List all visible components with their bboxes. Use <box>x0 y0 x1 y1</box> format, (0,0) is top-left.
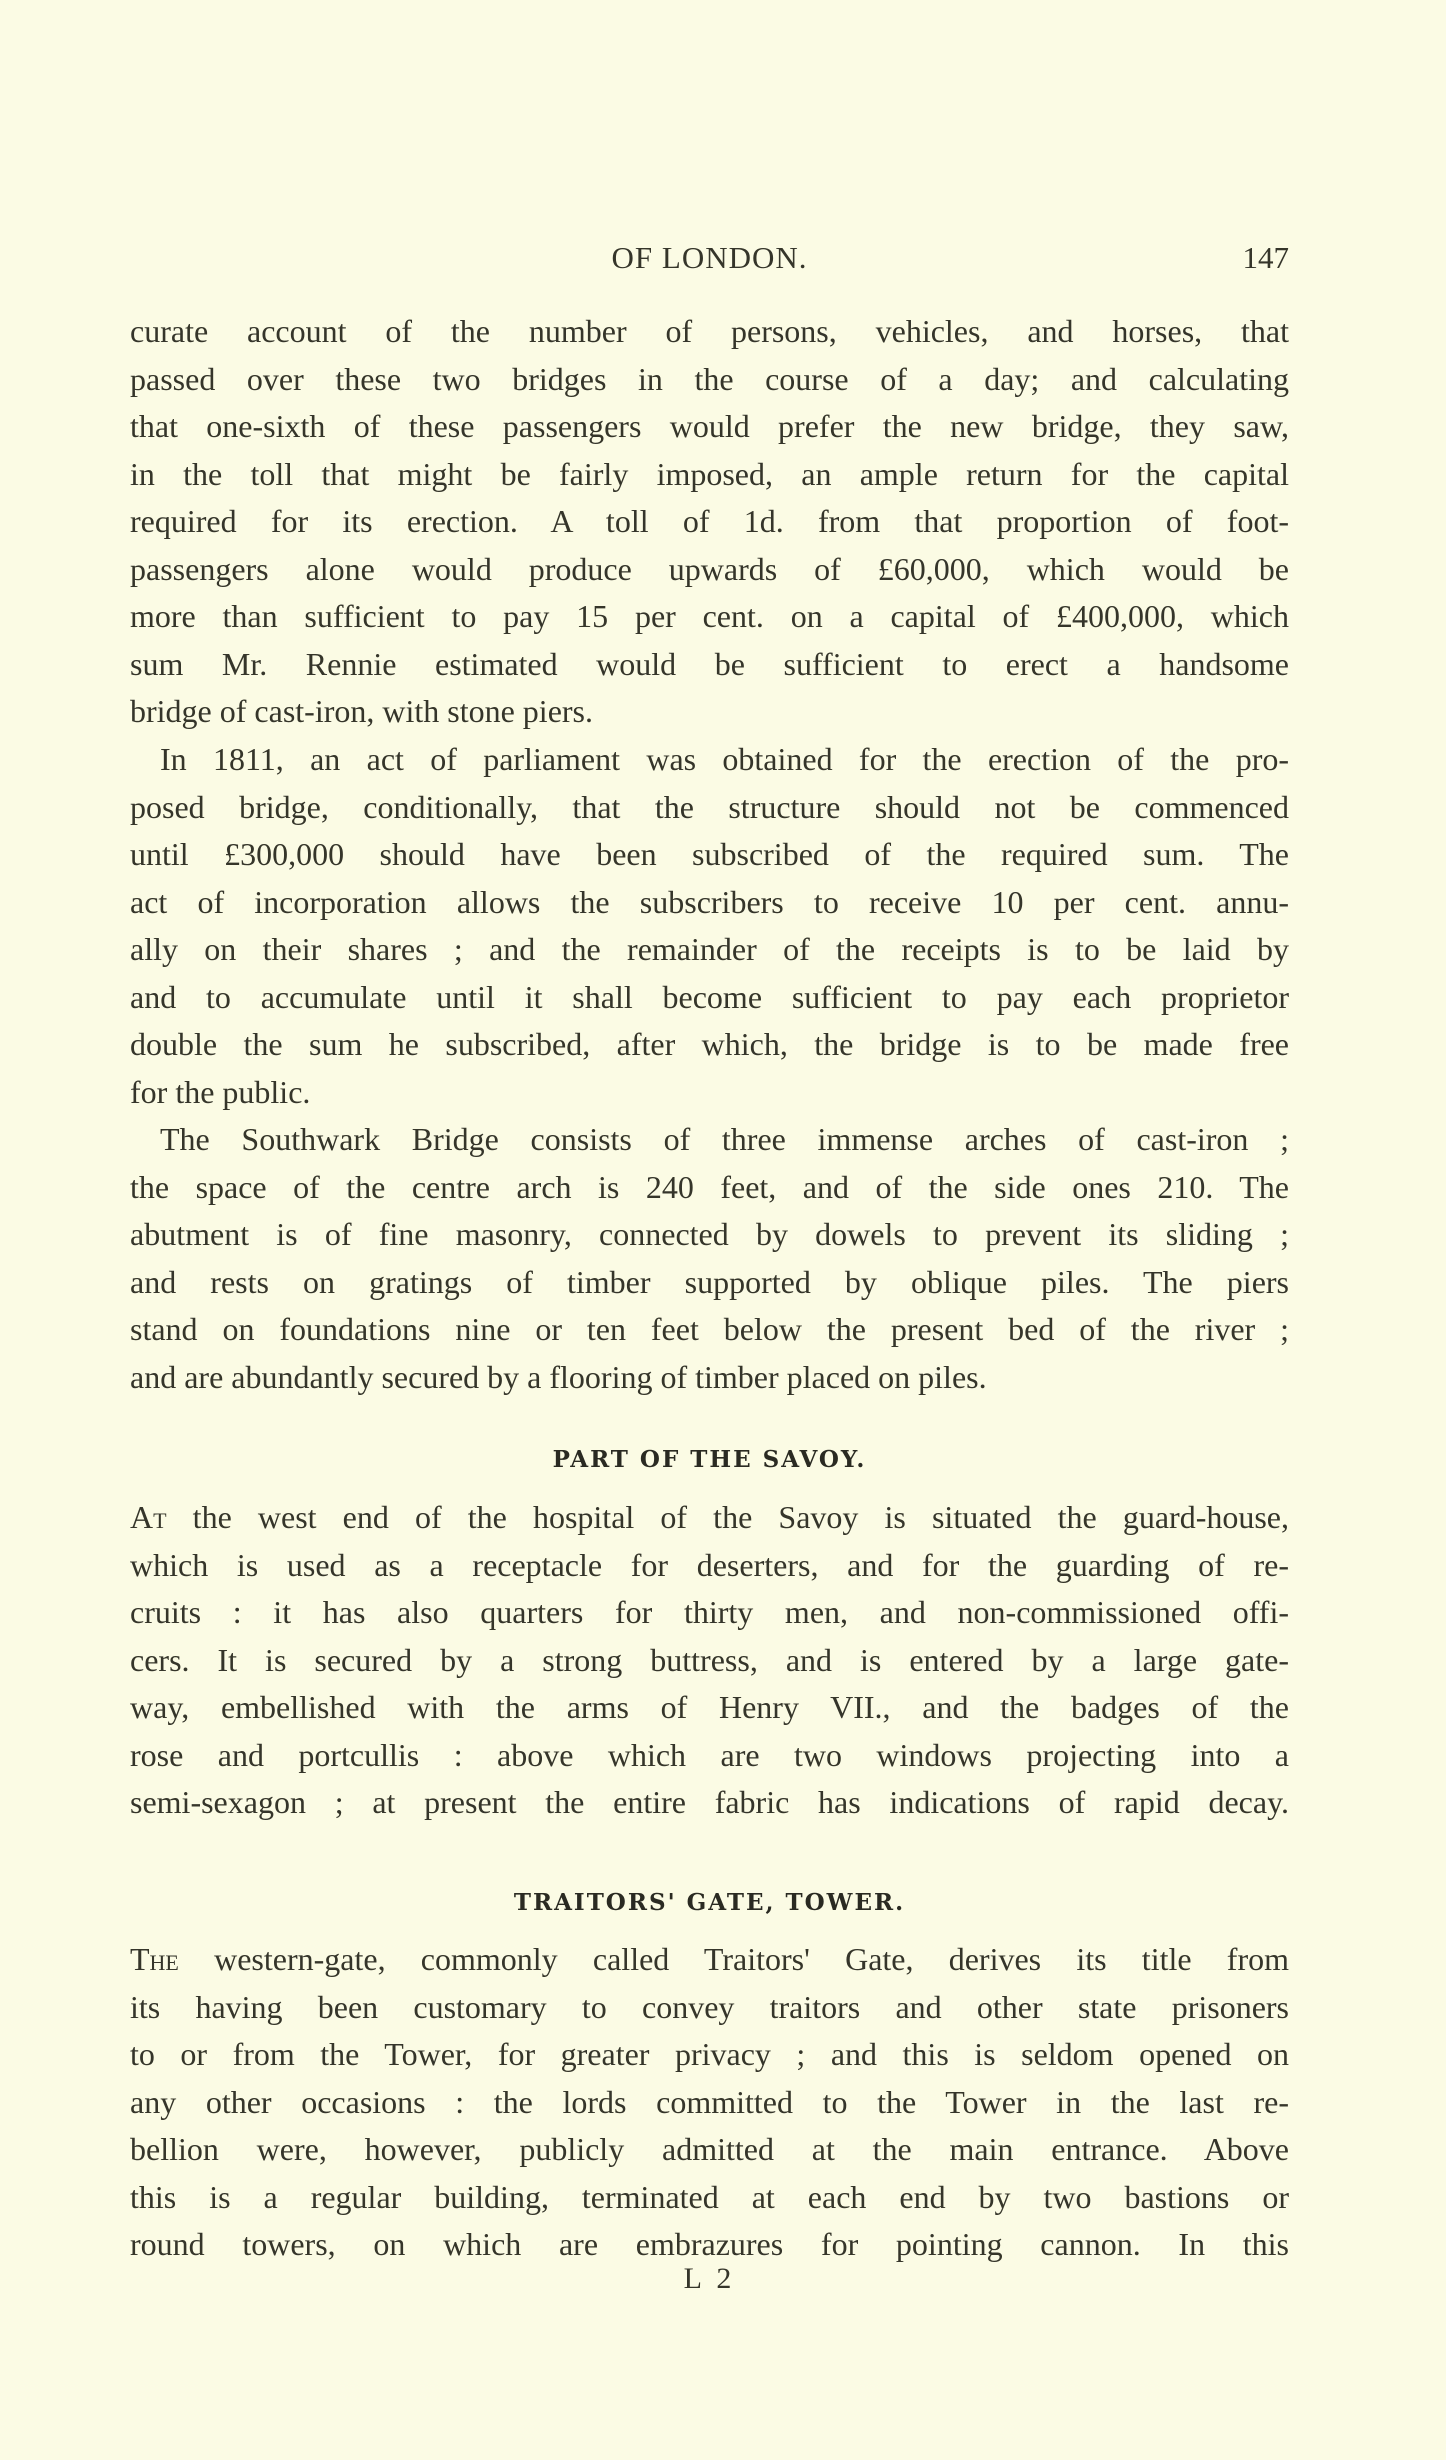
section-heading-savoy: PART OF THE SAVOY. <box>552 1446 867 1473</box>
text-line <box>130 1936 1289 1984</box>
text-line: and to accumulate until it shall become sufficient to pay each proprietor <box>130 978 1289 1015</box>
drop-word: The <box>130 1941 179 1977</box>
text-line: which is used as a receptacle for deserters, and for the guarding of re- <box>130 1546 1289 1583</box>
text-line: for the public. <box>130 1073 311 1110</box>
text-line: curate account of the number of persons, vehicles, and horses, that <box>130 313 1289 349</box>
text-line: cers. It is secured by a strong buttress, and is entered by a large gate- <box>130 1641 1289 1678</box>
text-line: its having been customary to convey traitors and other state prisoners <box>130 1988 1289 2025</box>
text-line: ally on their shares ; and the remainder of the receipts is to be laid by <box>130 931 1289 967</box>
text-line: stand on foundations nine or ten feet below the present bed of the river ; <box>130 1311 1289 1347</box>
text-line: posed bridge, conditionally, that the structure should not be commenced <box>130 788 1289 825</box>
text-line: rose and portcullis : above which are two windows projecting into a <box>130 1736 1289 1773</box>
text-line: to or from the Tower, for greater privacy ; and this is seldom opened on <box>130 2036 1289 2072</box>
line-rest: the west end of the hospital of the Savoy is situated the guard-house, <box>166 1499 1289 1535</box>
text-line: passed over these two bridges in the course of a day; and calculating <box>130 360 1289 397</box>
text-line: cruits : it has also quarters for thirty men, and non-commissioned offi- <box>130 1594 1289 1630</box>
text-line: more than sufficient to pay 15 per cent. on a capital of £400,000, which <box>130 598 1289 634</box>
signature-mark: L 2 <box>683 2262 736 2295</box>
paragraph-4 <box>130 1494 1289 1827</box>
text-line: until £300,000 should have been subscribed of the required sum. The <box>130 836 1289 872</box>
text-line: round towers, on which are embrazures for pointing cannon. In this <box>130 2226 1289 2262</box>
text-line: semi-sexagon ; at present the entire fabric has indications of rapid decay. <box>130 1784 1289 1820</box>
text-line: passengers alone would produce upwards of £60,000, which would be <box>130 550 1289 587</box>
text-line: required for its erection. A toll of 1d. from that proportion of foot- <box>130 503 1289 539</box>
text-line: this is a regular building, terminated at each end by two bastions or <box>130 2178 1289 2215</box>
text-line <box>130 1494 1289 1542</box>
line-rest: western-gate, commonly called Traitors' Gate, derives its title from <box>178 1941 1289 1977</box>
text-line: The Southwark Bridge consists of three immense arches of cast-iron ; <box>160 1121 1289 1157</box>
section-heading-traitors-gate: TRAITORS' GATE, TOWER. <box>513 1889 906 1916</box>
running-title: OF LONDON. <box>611 240 808 275</box>
text-line: double the sum he subscribed, after which, the bridge is to be made free <box>130 1026 1289 1062</box>
text-line: way, embellished with the arms of Henry VII., and the badges of the <box>130 1689 1289 1725</box>
text-line: act of incorporation allows the subscribers to receive 10 per cent. annu- <box>130 883 1289 920</box>
paragraph-1 <box>130 308 1289 736</box>
page-number: 147 <box>1242 240 1289 275</box>
text-line: and rests on gratings of timber supported by oblique piles. The piers <box>130 1263 1289 1300</box>
text-line: abutment is of fine masonry, connected by dowels to prevent its sliding ; <box>130 1216 1289 1252</box>
drop-word: At <box>130 1499 167 1535</box>
text-line: bellion were, however, publicly admitted at the main entrance. Above <box>130 2131 1289 2167</box>
paragraph-2 <box>130 736 1289 1116</box>
text-line: that one-sixth of these passengers would prefer the new bridge, they saw, <box>130 408 1289 444</box>
text-line: In 1811, an act of parliament was obtained for the erection of the pro- <box>160 741 1289 777</box>
text-line: and are abundantly secured by a flooring of timber placed on piles. <box>130 1358 987 1395</box>
text-line: in the toll that might be fairly imposed, an ample return for the capital <box>130 455 1289 492</box>
text-line: any other occasions : the lords committed to the Tower in the last re- <box>130 2083 1289 2120</box>
text-line: the space of the centre arch is 240 feet, and of the side ones 210. The <box>130 1168 1289 1205</box>
paragraph-3 <box>130 1116 1289 1401</box>
text-line: sum Mr. Rennie estimated would be sufficient to erect a handsome <box>130 645 1289 682</box>
text-line: bridge of cast-iron, with stone piers. <box>130 693 593 729</box>
paragraph-5 <box>130 1936 1289 2269</box>
running-head <box>130 240 1289 286</box>
